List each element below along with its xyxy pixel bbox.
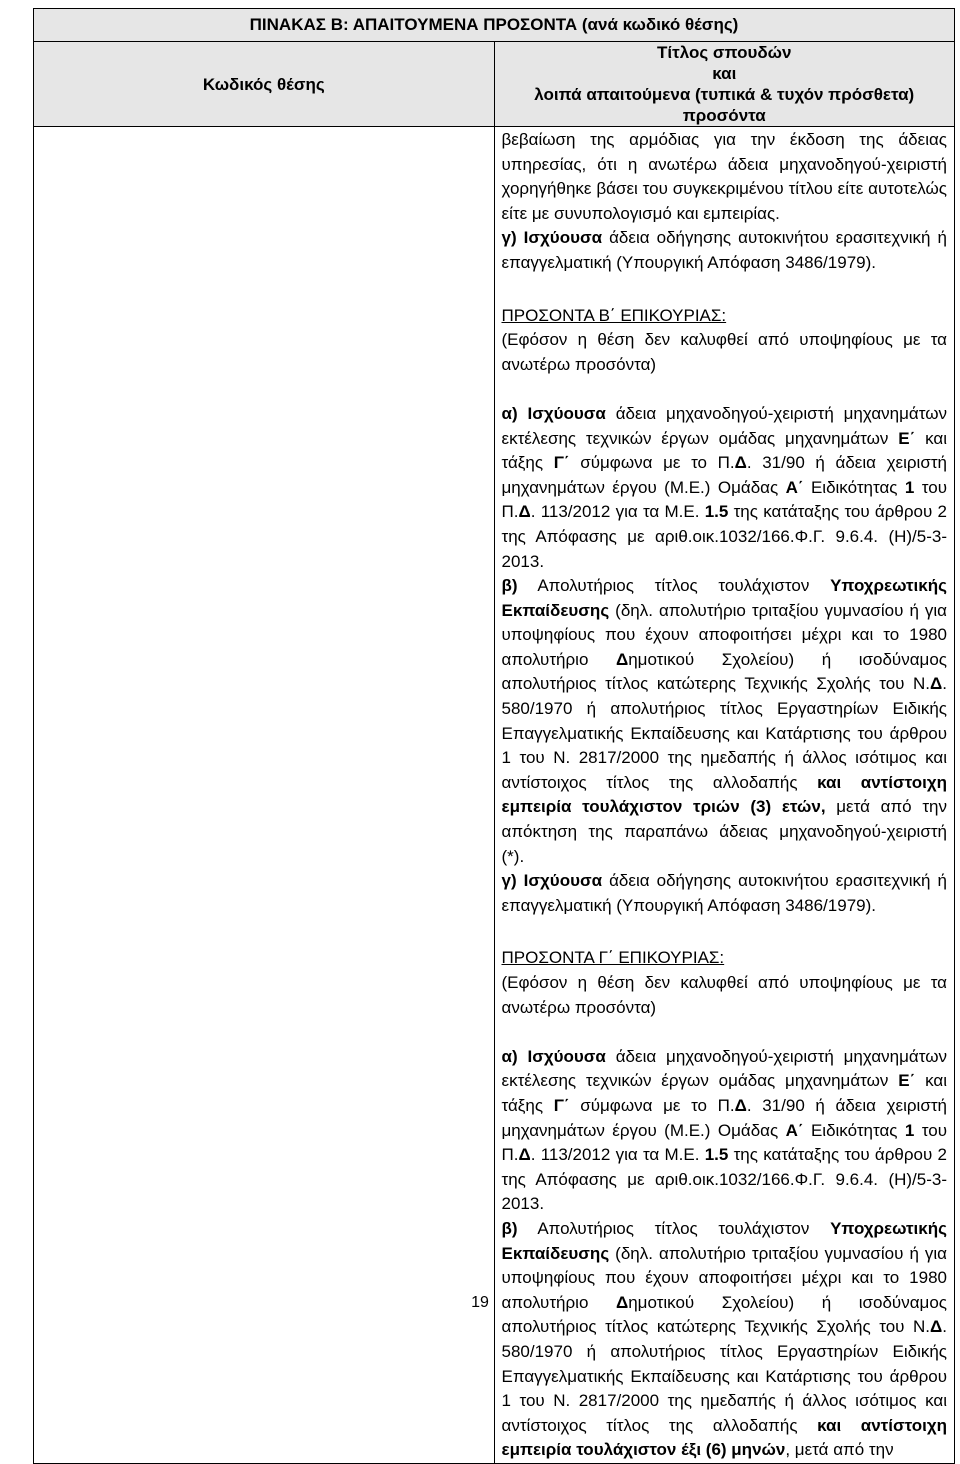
header-qualifications: [494, 42, 955, 127]
section-b-item-g: γ) Ισχύουσα άδεια οδήγησης αυτοκινήτου ερασιτεχνική ή επαγγελματική (Υπουργική Απόφαση 3486/1979).: [501, 871, 947, 915]
section-b-item-a: α) Ισχύουσα άδεια μηχανοδηγού-χειριστή μηχανημάτων εκτέλεσης τεχνικών έργων ομάδας μηχανημάτων Ε΄ και τάξης Γ΄ σύμφωνα με το Π.Δ. 31/90 ή άδεια χειριστή μηχανημάτων έργου (Μ.Ε.) Ομάδας Α΄ Ειδικότητας 1 του Π.Δ. 113/2012 για τα Μ.Ε. 1.5 της κατάταξης του άρθρου 2 της Απόφασης με αριθ.οικ.1032/166.Φ.Γ. 9.6.4. (Η)/5-3-2013.: [501, 403, 948, 571]
table-title: ΠΙΝΑΚΑΣ Β: ΑΠΑΙΤΟΥΜΕΝΑ ΠΡΟΣΟΝΤΑ (ανά κωδικό θέσης): [34, 9, 955, 42]
section-b-note: (Εφόσον η θέση δεν καλυφθεί από υποψηφίους με τα ανωτέρω προσόντα): [501, 330, 947, 374]
section-c-item-b: β) Απολυτήριος τίτλος τουλάχιστον Υποχρεωτικής Εκπαίδευσης (δηλ. απολυτήριο τριταξίου γυμνασίου ή για υποψηφίους που έχουν αποφοιτήσει μέχρι και το 1980 απολυτήριο Δημοτικού Σχολείου) ή ισοδύναμος απολυτήριος τίτλος κατώτερης Τεχνικής Σχολής του Ν.Δ. 580/1970 ή απολυτήριος τίτλος Εργαστηρίων Ειδικής Επαγγελματικής Εκπαίδευσης και Κατάρτισης του άρθρου 1 του Ν. 2817/2000 της ημεδαπής ή άλλος ισότιμος και αντίστοιχος τίτλος της αλλοδαπής και αντίστοιχη εμπειρία τουλάχιστον έξι (6) μηνών, μετά από την: [501, 1218, 947, 1460]
item-label: γ) Ισχύουσα: [501, 228, 603, 248]
header-qual-line1: Τίτλος σπουδών: [657, 43, 792, 62]
header-qual-line2: και: [712, 64, 737, 83]
header-qual-line3: λοιπά απαιτούμενα (τυπικά & τυχόν πρόσθετα) προσόντα: [534, 85, 915, 125]
continuation-paragraph: βεβαίωση της αρμόδιας για την έκδοση της άδειας υπηρεσίας, ότι η ανωτέρω άδεια μηχανοδηγού-χειριστή χορηγήθηκε βάσει του συγκεκριμένου τίτλου είτε αυτοτελώς είτε με συνυπολογισμό και εμπειρίας.: [501, 130, 947, 223]
qualifications-cell: [494, 127, 955, 1464]
requirements-table: [33, 8, 955, 1464]
continuation-item-g: γ) Ισχύουσα άδεια οδήγησης αυτοκινήτου ερασιτεχνική ή επαγγελματική (Υπουργική Απόφαση 3486/1979).: [501, 228, 947, 272]
section-c-note: (Εφόσον η θέση δεν καλυφθεί από υποψηφίους με τα ανωτέρω προσόντα): [501, 973, 947, 1017]
section-c-item-a: α) Ισχύουσα άδεια μηχανοδηγού-χειριστή μηχανημάτων εκτέλεσης τεχνικών έργων ομάδας μηχανημάτων Ε΄ και τάξης Γ΄ σύμφωνα με το Π.Δ. 31/90 ή άδεια χειριστή μηχανημάτων έργου (Μ.Ε.) Ομάδας Α΄ Ειδικότητας 1 του Π.Δ. 113/2012 για τα Μ.Ε. 1.5 της κατάταξης του άρθρου 2 της Απόφασης με αριθ.οικ.1032/166.Φ.Γ. 9.6.4. (Η)/5-3-2013.: [501, 1046, 948, 1214]
header-position-code: Κωδικός θέσης: [34, 42, 495, 127]
section-c-heading: ΠΡΟΣΟΝΤΑ Γ΄ ΕΠΙΚΟΥΡΙΑΣ:: [501, 948, 725, 968]
section-b-heading: ΠΡΟΣΟΝΤΑ Β΄ ΕΠΙΚΟΥΡΙΑΣ:: [501, 305, 727, 325]
section-b-item-b: β) Απολυτήριος τίτλος τουλάχιστον Υποχρεωτικής Εκπαίδευσης (δηλ. απολυτήριο τριταξίου γυμνασίου ή για υποψηφίους που έχουν αποφοιτήσει μέχρι και το 1980 απολυτήριο Δημοτικού Σχολείου) ή ισοδύναμος απολυτήριος τίτλος κατώτερης Τεχνικής Σχολής του Ν.Δ. 580/1970 ή απολυτήριος τίτλος Εργαστηρίων Ειδικής Επαγγελματικής Εκπαίδευσης και Κατάρτισης του άρθρου 1 του Ν. 2817/2000 της ημεδαπής ή άλλος ισότιμος και αντίστοιχος τίτλος της αλλοδαπής και αντίστοιχη εμπειρία τουλάχιστον τριών (3) ετών, μετά από την απόκτηση της παραπάνω άδειας μηχανοδηγού-χειριστή (*).: [501, 576, 947, 866]
page-number: 19: [471, 1294, 489, 1311]
position-code-cell: [34, 127, 495, 1464]
